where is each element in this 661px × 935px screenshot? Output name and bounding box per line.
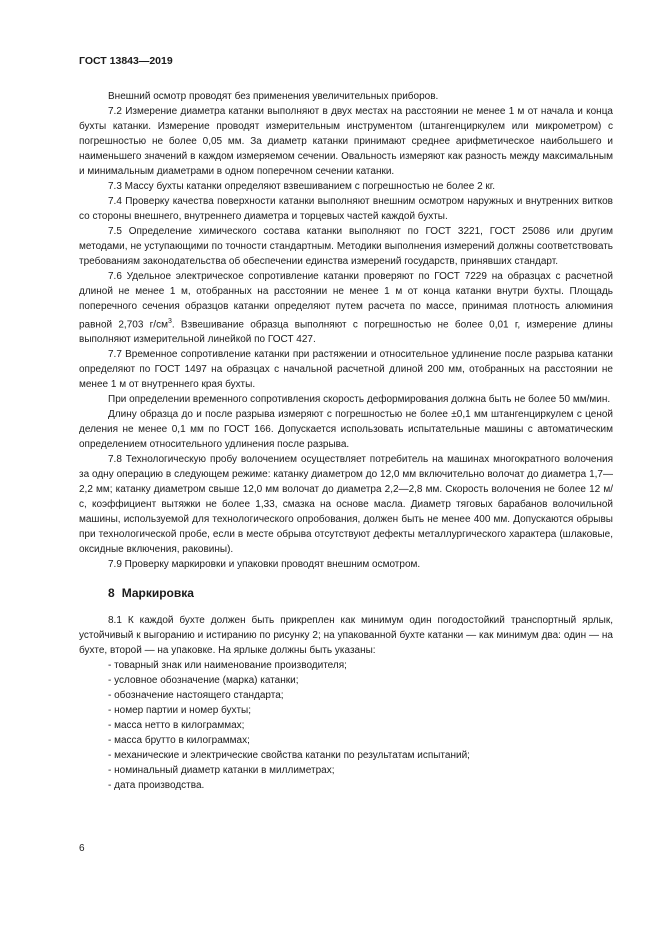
list-item: - масса брутто в килограммах;: [108, 735, 250, 747]
paragraph-7-5: 7.5 Определение химического состава катанки выполняют по ГОСТ 3221, ГОСТ 25086 или другим методами, не уступающими по точности стандартным. Методики выполнения измерений должны соответствовать требованиям законодательства об обеспечении единства измерений государств, принявших стандарт.: [79, 226, 613, 267]
paragraph-7-3: 7.3 Массу бухты катанки определяют взвешиванием с погрешностью не более 2 кг.: [108, 181, 495, 192]
superscript: 3: [167, 318, 172, 325]
section-number: 8: [108, 586, 115, 601]
section-heading: [108, 586, 613, 601]
section-title: Маркировка: [121, 586, 194, 601]
list-item: - масса нетто в килограммах;: [108, 720, 245, 732]
list-item: - номинальный диаметр катанки в миллиметрах;: [108, 765, 335, 777]
document-body: [79, 89, 613, 793]
page-number: 6: [79, 843, 85, 854]
paragraph-7-7: 7.7 Временное сопротивление катанки при растяжении и относительное удлинение после разрыва катанки определяют по ГОСТ 1497 на образцах с начальной расчетной длиной 200 мм, отобранных на расстоянии не менее 1 м от внутреннего края бухты.: [79, 349, 613, 391]
paragraph-8-1: 8.1 К каждой бухте должен быть прикреплен как минимум один погодостойкий транспортный ярлык, устойчивый к выгоранию и истиранию по рисунку 2; на упакованной бухте катанки — как минимум два: один — на бухте, второй — на упаковке. На ярлыке должны быть указаны:: [79, 615, 613, 657]
text-span: 7.6 Удельное электрическое сопротивление катанки проверяют по ГОСТ 7229 на образцах с расчетной длиной не менее 1 м, отобранных на расстоянии не менее 1 м от конца катанки внутри бухты. Площадь поперечного сечения образцов катанки определяют путем расчета по массе, принимая плотность алюминия равной 2,703 г/см: [79, 271, 613, 331]
text-span: . Взвешивание образца выполняют с погрешностью не более 0,01 г, измерение длины выполняют измерительной линейкой по ГОСТ 427.: [79, 319, 613, 346]
list-item: - товарный знак или наименование производителя;: [108, 660, 347, 672]
paragraph-7-4: 7.4 Проверку качества поверхности катанки выполняют внешним осмотром наружных и внутренних витков со стороны внешнего, внутреннего диаметра и торцевых частей каждой бухты.: [79, 196, 613, 222]
paragraph: Длину образца до и после разрыва измеряют с погрешностью не более ±0,1 мм штангенциркулем с ценой деления не менее 0,1 мм по ГОСТ 166. Допускается использовать испытательные машины с автоматическим определением относительного удлинения после разрыва.: [79, 409, 613, 451]
paragraph-7-2: 7.2 Измерение диаметра катанки выполняют в двух местах на расстоянии не менее 1 м от начала и конца бухты катанки. Измерение проводят измерительным инструментом (штангенциркулем или микрометром) с погрешностью не более 0,05 мм. За диаметр катанки принимают среднее арифметическое наибольшего и наименьшего значений в каждом измеряемом сечении. Овальность измеряют как разность между максимальным и минимальным диаметрами в одном поперечном сечении катанки.: [79, 106, 613, 177]
paragraph: Внешний осмотр проводят без применения увеличительных приборов.: [108, 91, 439, 102]
list-item: - условное обозначение (марка) катанки;: [108, 675, 299, 687]
paragraph-7-8: 7.8 Технологическую пробу волочением осуществляет потребитель на машинах многократного волочения за одну операцию в следующем режиме: катанку диаметром до 12,0 мм включительно волочат до диаметра 1,7—2,2 мм; катанку диаметром свыше 12,0 мм волочат до диаметра 2,2—2,8 мм. Скорость волочения не более 12 м/с, коэффициент вытяжки не более 1,33, смазка на основе масла. Диаметр тяговых барабанов волочильной машины, используемой для технологического опробования, должен быть не менее 400 мм. Допускаются обрывы при технологической пробе, если в месте обрыва отсутствуют дефекты металлургического характера (шлаковые, оксидные включения, раковины).: [79, 454, 613, 556]
label-requirements-list: [79, 658, 613, 793]
paragraph: При определении временного сопротивления скорость деформирования должна быть не более 50 мм/мин.: [108, 394, 611, 406]
list-item: - номер партии и номер бухты;: [108, 705, 251, 717]
list-item: - механические и электрические свойства катанки по результатам испытаний;: [108, 750, 470, 762]
paragraph-7-9: 7.9 Проверку маркировки и упаковки проводят внешним осмотром.: [108, 559, 421, 571]
list-item: - обозначение настоящего стандарта;: [108, 690, 284, 702]
document-header: ГОСТ 13843—2019: [79, 55, 173, 67]
list-item: - дата производства.: [108, 780, 205, 792]
paragraph-7-6: [79, 269, 613, 347]
